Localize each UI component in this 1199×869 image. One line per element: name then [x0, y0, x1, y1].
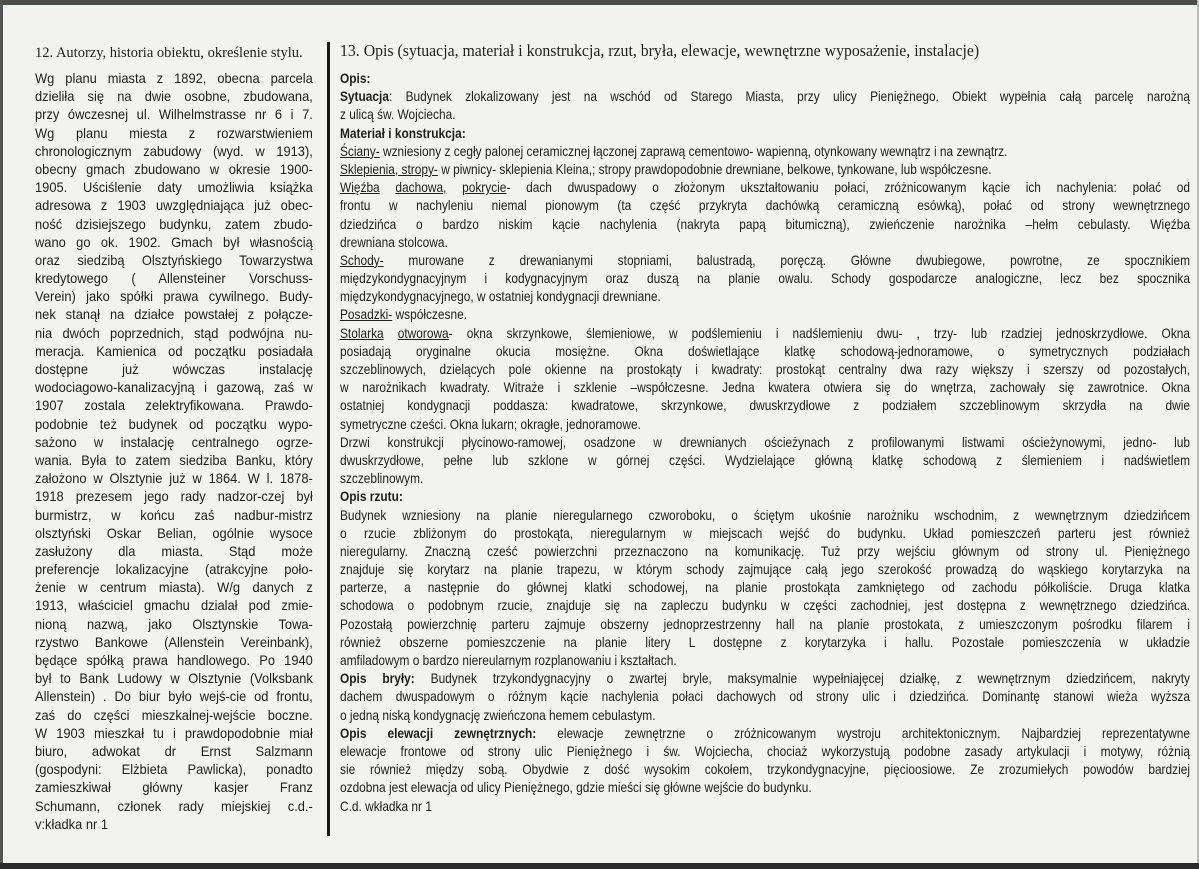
underlined-label: otworowa [397, 324, 449, 341]
text-line [340, 469, 1190, 487]
text-line [340, 124, 1190, 142]
text-segment: murowane z drewanianymi stopniami, balustradą, poręczą. Główne dwubiegowe, powrotne, ze spocznikiem [383, 251, 1190, 268]
text-segment: Budynek trzykondygnacyjny o zwartej bryle, maksymalnie wypełniajęcej działkę, z wewnętrznym dziedzińcem, nakryty [414, 670, 1190, 687]
text-line: Wg planu miesta z rozwarstwieniem [35, 124, 313, 141]
text-line: meracja. Kamienica od początku posiadała [35, 342, 313, 359]
text-segment: - dach dwuspadowy o złożonym ukształtowaniu połaci, zróżnicowanym kącie ich nachylenia: połać od [506, 179, 1190, 196]
underlined-label: pokrycie [462, 179, 507, 196]
text-line [340, 433, 1190, 451]
text-segment: międzykondygnacyjnego, w ostatniej kondygnacji drewniane. [340, 288, 661, 305]
bold-label: Materiał i konstrukcja: [340, 124, 466, 141]
text-segment: : Budynek zlokalizowany jest na wschód od Starego Miasta, przy ulicy Pieniężnego. Obiekt wypełnia całą parcelę narożną [388, 88, 1190, 105]
text-segment: ostatniej kondygnacji poddasza: kwadratowe, skrzynkowe, dwuskrzydłowe z podziałem szczeblinowym skrzydła na dwie [340, 397, 1190, 414]
bold-label: Opis: [340, 70, 371, 86]
text-line: oraz siedzibą Olsztyńskiego Towarzystwa [35, 251, 313, 268]
text-line [340, 269, 1190, 287]
text-segment: dwuskrzydłowe, pełne lub szklone w górnej części. Wydzielające główną klatkę schodową z ślemieniem i nadświetlem [340, 451, 1190, 468]
text-line: kredytowego ( Allensteiner Vorschuss- [35, 270, 313, 287]
text-line: podobnie też budynek od początku wypo- [35, 415, 313, 432]
text-segment [446, 179, 462, 195]
text-line: Schumann, członek rady miejskiej c.d.- [35, 797, 313, 814]
text-line: założono w Olsztynie już w 1864. W l. 1878- [35, 470, 313, 487]
text-line [340, 105, 1190, 123]
text-line [340, 596, 1190, 614]
text-line: biuro, adwokat dr Ernst Salzmann [35, 742, 313, 759]
text-segment: frontu w nachyleniu niemal pionowym (ta część przykryta dachówką ceramiczną esówką), połać od strony wewnętrznego [340, 197, 1190, 214]
text-line: 1918 prezesem jego rady nadzor-czej był [35, 488, 313, 505]
text-segment: amfiladowym o bardzo niereularnym rozplanowaniu i kształtach. [340, 652, 677, 668]
text-segment: współczesne. [392, 306, 467, 323]
scan-edge-bottom [0, 863, 1199, 869]
text-line [340, 87, 1190, 105]
text-line: chronologicznym zabudowy (wyd. w 1913), [35, 142, 313, 159]
text-line: dzieliła się na dwie osobne, zbudowana, [35, 88, 313, 105]
text-segment: sie również między sobą. Obydwie z dość wysokim cokołem, trzykondygnacyjne, pięcioosiowe. Ze zrozumiełych powodów bardziej [340, 761, 1190, 778]
text-line: rzystwo Bankowe (Allenstein Vereinbank), [35, 633, 313, 650]
text-line [340, 69, 1190, 87]
text-line [340, 506, 1190, 524]
text-line: sażono w instalację centralnego ogrze- [35, 433, 313, 450]
text-line [340, 324, 1190, 342]
text-line [340, 451, 1190, 469]
underlined-label: dachowa, [395, 179, 447, 196]
text-segment [380, 179, 396, 195]
text-segment: elewacje zewnętrzne o zróżnicowanym wystroju architektonicznym. Najbardziej reprezentatywne [536, 724, 1190, 741]
text-line: będące spółką prawa handlowego. Po 1940 [35, 652, 313, 668]
text-line: był to Bank Ludowy w Olsztynie (Volksbank [35, 670, 313, 687]
text-line [340, 524, 1190, 542]
text-line [340, 706, 1190, 724]
text-line: 1907 zostala zelektryfikowana. Prawdo- [35, 397, 313, 414]
underlined-label: Więźba [340, 179, 380, 196]
text-segment: C.d. wkładka nr 1 [340, 797, 432, 814]
text-segment: schodowa o podobnym rzucie, znajduje się na zapleczu budynku w części zachodniej, jest dostępna z wewnętrznego dziedzińca. [340, 597, 1190, 614]
text-segment: drewniana stolcowa. [340, 233, 448, 250]
text-line: zasłużony dla miasta. Stąd może [35, 542, 313, 559]
text-line: obecny gmach zbudowano w okresie 1900- [35, 160, 313, 177]
bold-label: Opis rzutu: [340, 488, 403, 505]
text-segment: parterze, a następnie do głównej klatki schodowej, na planie prostokąta zamkniętego od zachodu półkoliście. Druga klatka [340, 579, 1190, 596]
text-segment: o rzucie zbliżonym do prostokąta, nieregularnym w miejscach wejść do budynku. Układ pomieszczeń parteru jest również [340, 524, 1190, 541]
text-segment: w narożnikach kwadraty. Witraże i szklenie –współczesne. Jedna kwatera otwiera się do wnętrza, zachowały się zawrotnice. Okna [340, 379, 1190, 396]
text-line [340, 378, 1190, 396]
text-line: nia dwóch poprzednich, stąd podwójna nu- [35, 324, 313, 341]
text-line: Allenstein) . Do biur było wejś-cie od frontu, [35, 688, 313, 705]
text-line [340, 578, 1190, 596]
text-segment: wzniesiony z cegły palonej ceramicznej łączonej zaprawą cementowo- wapienną, otynkowany wewnątrz i na zewnątrz. [379, 142, 1008, 159]
text-segment: w piwnicy- sklepienia Kleina,; stropy prawdopodobnie drewniane, belkowe, tynkowane, lub współczesne. [437, 160, 992, 177]
text-line [340, 233, 1190, 251]
text-line [340, 342, 1190, 360]
text-line [340, 396, 1190, 414]
text-line [340, 305, 1190, 323]
text-segment: międzykondygnacyjnym i kodygnacyjnym oraz duszą na planie owalu. Schody gospodarcze analogiczne, lecz bez spocznika [340, 270, 1190, 287]
text-line [340, 651, 1190, 669]
bold-label: Sytuacja [340, 88, 389, 105]
text-line [340, 724, 1190, 742]
text-line: Verein) jako spółki prawa cywilnego. Budy- [35, 288, 313, 305]
text-segment: szczeblinowym. [340, 470, 424, 487]
description-column [340, 69, 1190, 815]
underlined-label: Ściany- [340, 142, 380, 159]
text-line [340, 542, 1190, 560]
text-segment: dziedzińca o bardzo niskim kącie nachylenia (nakryta papą bitumiczną), zwieńczenie narożnika –hełm cebulasty. Więźba [340, 215, 1190, 232]
text-segment: Pozostałą powierzchnię parteru zajmuje obszerny jednoprzestrzenny hall na planie prostokata, z umieszczonym pośrodku filarem i [340, 615, 1190, 632]
text-line [340, 415, 1190, 433]
text-line [340, 797, 1190, 815]
text-line: zaś do części mieszkalnej-wejście boczne. [35, 706, 313, 723]
text-line: v:kładka nr 1 [35, 815, 109, 832]
scan-edge-top [0, 0, 1199, 5]
text-line [340, 487, 1190, 505]
text-line: Wg planu miasta z 1892, obecna parcela [35, 70, 313, 86]
underlined-label: Sklepienia, stropy- [340, 160, 438, 177]
text-segment: Budynek wzniesiony na planie nieregularnego czworoboku, o ściętym ukośnie narożniku wschodnim, z wewnętrznym dziedzińcem [340, 506, 1190, 523]
underlined-label: Posadzki- [340, 306, 393, 323]
text-line: adresowa z 1903 uwzględniająca już obec- [35, 197, 313, 214]
text-line: wodociagowo-kanalizacyjną i gazową, zaś w [35, 379, 313, 396]
history-column [35, 69, 313, 833]
section-13-heading: 13. Opis (sytuacja, materiał i konstrukcja, rzut, bryła, elewacje, wewnętrzne wyposażenie, instalacje) [340, 41, 980, 60]
text-line [340, 560, 1190, 578]
text-segment: o jedną niską kondygnację zwieńczona hemem cebulastym. [340, 706, 656, 723]
text-line: nioną nazwą, jako Olsztynskie Towa- [35, 615, 313, 632]
bold-label: Opis elewacji zewnętrznych: [340, 724, 537, 741]
text-line [340, 287, 1190, 305]
text-segment [384, 325, 398, 341]
text-segment: - okna skrzynkowe, ślemieniowe, w podślemieniu i nadślemieniu dwu- , trzy- lub rzadziej jednoskrzydłowe. Okna [448, 324, 1190, 341]
text-line: burmistrz, w końcu zaś nadbur-mistrz [35, 506, 313, 523]
text-line [340, 215, 1190, 233]
text-segment: znajduje się korytarz na planie trapezu, w którym schody zajmujące całą jego szerokość prowadzą do wąskiego korytarzyka na [340, 561, 1190, 578]
text-segment: z ulicą św. Wojciecha. [340, 106, 456, 123]
text-segment: również obszerne pomieszczenie na planie litery L dostępne z korytarzyka i hallu. Pozostałe pomieszczenia w układzie [340, 633, 1190, 650]
text-line [340, 178, 1190, 196]
text-line: olsztyński Oskar Belian, ogólnie wysoce [35, 524, 313, 541]
text-line [340, 160, 1190, 178]
text-segment: elewacje frontowe od strony ulic Pieniężnego i św. Wojciecha, chociaż wykorzystują podobne zasady artykulacji i motywy, różnią [340, 742, 1190, 759]
text-line: (gospodyni: Elżbieta Pawlicka), ponadto [35, 761, 313, 778]
text-line [340, 251, 1190, 269]
scan-edge-left [0, 0, 3, 869]
text-line [340, 778, 1190, 796]
text-line: ność dzisiejszego budynku, zatem zbudo- [35, 215, 313, 232]
text-line: zamieszkiwał główny kasjer Franz [35, 779, 313, 796]
underlined-label: Schody- [340, 251, 384, 268]
text-line: 1913, właściciel gmachu dzialał pod zmie- [35, 597, 313, 614]
text-line [340, 760, 1190, 778]
text-line [340, 669, 1190, 687]
text-segment: nieregularny. Znaczną cześć powierzchni przeznaczono na komunikację. Tuż przy wejściu głównym od strony ul. Pieniężnego [340, 542, 1190, 559]
section-12-heading: 12. Autorzy, historia obiektu, określenie stylu. [35, 45, 303, 61]
text-segment: ozdobna jest elewacja od ulicy Pieniężnego, gdzie mieści się główne wejście do budynku. [340, 779, 812, 796]
text-segment: symetryczne cześci. Okna lukarn; okragłe, jednoramowe. [340, 415, 641, 432]
text-line [340, 687, 1190, 705]
text-line [340, 142, 1190, 160]
text-line: W 1903 mieszkał tu i prawdopodobnie miał [35, 724, 313, 741]
text-line [340, 360, 1190, 378]
text-segment: Drzwi konstrukcji płycinowo-ramowej, osadzone w drewnianych ościeżynach z profilowanymi listwami ościeżynowymi, jedno- lub [340, 433, 1190, 450]
text-line [340, 633, 1190, 651]
text-line: 1905. Uściślenie daty umożliwia książka [35, 179, 313, 196]
text-segment: posiadają oryginalne okucia mosiężne. Okna doświetlające klatkę schodową-jednoramowe, o symetrycznych podziałach [340, 342, 1190, 359]
text-line: żenie w centrum miasta). W/g danych z [35, 579, 313, 596]
text-line: wania. Była to zatem siedziba Banku, który [35, 451, 313, 468]
text-line: nek stanął na działce powstałej z połącze- [35, 306, 313, 323]
column-divider [327, 42, 330, 836]
text-line [340, 742, 1190, 760]
text-segment: dachem dwuspadowym o różnym kącie nachylenia połaci dachowych od strony ulic i dziedzińca. Dominantę stanowi wieża wyższa [340, 688, 1190, 705]
text-line: wano go ok. 1902. Gmach był własnością [35, 233, 313, 250]
text-line: preferencje lokalizacyjne (atrakcyjne poło- [35, 561, 313, 578]
bold-label: Opis bryły: [340, 670, 415, 687]
text-line: dostępne już wówczas instalację [35, 361, 313, 377]
text-segment: szczeblinowych, dzielących pole okienne na prostokąty i kwadraty: prostokąt centralny dwa razy większy i szerszy od pozostałych, [340, 361, 1190, 377]
text-line: przy ówczesnej ul. Wilhelmstrasse nr 6 i 7. [35, 106, 313, 123]
underlined-label: Stolarka [340, 324, 384, 341]
text-line [340, 196, 1190, 214]
text-line [340, 615, 1190, 633]
